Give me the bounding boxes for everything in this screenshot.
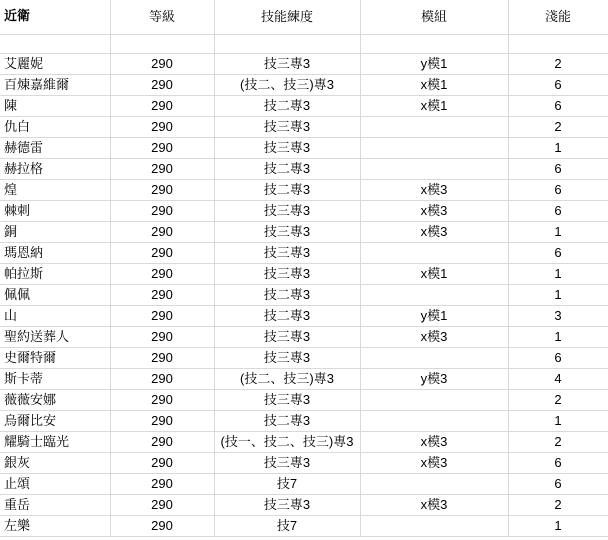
potential-cell[interactable]: 2 (508, 117, 608, 138)
module-cell[interactable] (360, 411, 508, 432)
skill-cell[interactable]: 技三專3 (214, 264, 360, 285)
potential-cell[interactable]: 1 (508, 327, 608, 348)
table-row (0, 390, 608, 411)
skill-cell[interactable]: 技三專3 (214, 243, 360, 264)
skill-cell[interactable]: 技二專3 (214, 411, 360, 432)
potential-cell[interactable]: 3 (508, 306, 608, 327)
level-cell[interactable]: 290 (110, 327, 214, 348)
module-cell[interactable]: x模3 (360, 327, 508, 348)
skill-cell[interactable]: (技一、技二、技三)專3 (214, 432, 360, 453)
module-cell[interactable]: x模1 (360, 96, 508, 117)
operator-name-cell[interactable]: 止頌 (0, 474, 110, 495)
potential-cell[interactable]: 1 (508, 264, 608, 285)
potential-cell[interactable]: 1 (508, 138, 608, 159)
operator-name-cell[interactable]: 聖約送葬人 (0, 327, 110, 348)
level-cell[interactable]: 290 (110, 411, 214, 432)
table-row (0, 474, 608, 495)
operator-name-cell[interactable]: 赫德雷 (0, 138, 110, 159)
operator-name-cell[interactable]: 斯卡蒂 (0, 369, 110, 390)
table-row (0, 327, 608, 348)
skill-cell[interactable]: 技三專3 (214, 390, 360, 411)
level-cell[interactable]: 290 (110, 264, 214, 285)
table-row (0, 180, 608, 201)
table-row (0, 201, 608, 222)
module-cell[interactable]: x模3 (360, 201, 508, 222)
operator-name-cell[interactable]: 百煉嘉維爾 (0, 75, 110, 96)
table-row (0, 159, 608, 180)
table-row (0, 495, 608, 516)
level-cell[interactable]: 290 (110, 96, 214, 117)
skill-cell[interactable]: 技7 (214, 474, 360, 495)
level-cell[interactable]: 290 (110, 138, 214, 159)
potential-cell[interactable]: 6 (508, 243, 608, 264)
skill-cell[interactable]: 技三專3 (214, 453, 360, 474)
sheet-title[interactable]: 近衛 (0, 0, 110, 35)
potential-cell[interactable]: 6 (508, 180, 608, 201)
level-cell[interactable]: 290 (110, 432, 214, 453)
potential-cell[interactable]: 4 (508, 369, 608, 390)
operator-name-cell[interactable]: 銀灰 (0, 453, 110, 474)
potential-cell[interactable]: 6 (508, 453, 608, 474)
module-cell[interactable]: x模1 (360, 264, 508, 285)
header-row (0, 0, 608, 35)
empty-cell[interactable] (360, 35, 508, 54)
operator-name-cell[interactable]: 棘刺 (0, 201, 110, 222)
empty-cell[interactable] (508, 35, 608, 54)
empty-cell[interactable] (214, 35, 360, 54)
module-cell[interactable] (360, 243, 508, 264)
operator-name-cell[interactable]: 史爾特爾 (0, 348, 110, 369)
operator-name-cell[interactable]: 左樂 (0, 516, 110, 537)
skill-cell[interactable]: (技二、技三)專3 (214, 369, 360, 390)
module-cell[interactable]: x模3 (360, 222, 508, 243)
skill-cell[interactable]: 技三專3 (214, 201, 360, 222)
potential-cell[interactable]: 6 (508, 159, 608, 180)
level-cell[interactable]: 290 (110, 285, 214, 306)
module-cell[interactable]: y模1 (360, 306, 508, 327)
potential-cell[interactable]: 2 (508, 432, 608, 453)
table-row (0, 222, 608, 243)
operator-name-cell[interactable]: 赫拉格 (0, 159, 110, 180)
operator-name-cell[interactable]: 佩佩 (0, 285, 110, 306)
level-cell[interactable]: 290 (110, 159, 214, 180)
table-row (0, 243, 608, 264)
module-cell[interactable] (360, 117, 508, 138)
skill-cell[interactable]: 技二專3 (214, 180, 360, 201)
skill-cell[interactable]: 技二專3 (214, 285, 360, 306)
potential-cell[interactable]: 2 (508, 495, 608, 516)
level-cell[interactable]: 290 (110, 306, 214, 327)
module-cell[interactable] (360, 390, 508, 411)
skill-cell[interactable]: 技二專3 (214, 159, 360, 180)
operator-name-cell[interactable]: 耀騎士臨光 (0, 432, 110, 453)
skill-cell[interactable]: 技三專3 (214, 348, 360, 369)
level-cell[interactable]: 290 (110, 390, 214, 411)
table-row (0, 117, 608, 138)
empty-cell[interactable] (110, 35, 214, 54)
table-row (0, 138, 608, 159)
potential-cell[interactable]: 2 (508, 390, 608, 411)
skill-cell[interactable]: (技二、技三)專3 (214, 75, 360, 96)
level-cell[interactable]: 290 (110, 369, 214, 390)
table-row (0, 453, 608, 474)
level-cell[interactable]: 290 (110, 201, 214, 222)
module-cell[interactable] (360, 474, 508, 495)
potential-cell[interactable]: 1 (508, 411, 608, 432)
skill-cell[interactable]: 技三專3 (214, 117, 360, 138)
operator-name-cell[interactable]: 烏爾比安 (0, 411, 110, 432)
skill-cell[interactable]: 技三專3 (214, 222, 360, 243)
level-cell[interactable]: 290 (110, 348, 214, 369)
empty-row (0, 35, 608, 54)
module-cell[interactable] (360, 138, 508, 159)
table-row (0, 432, 608, 453)
table-row (0, 285, 608, 306)
table-row (0, 369, 608, 390)
operator-name-cell[interactable]: 薇薇安娜 (0, 390, 110, 411)
table-row (0, 348, 608, 369)
operator-name-cell[interactable]: 山 (0, 306, 110, 327)
table-row (0, 75, 608, 96)
table-row (0, 96, 608, 117)
module-cell[interactable]: x模3 (360, 495, 508, 516)
potential-cell[interactable]: 6 (508, 96, 608, 117)
table-row (0, 54, 608, 75)
module-cell[interactable]: x模3 (360, 180, 508, 201)
potential-cell[interactable]: 1 (508, 516, 608, 537)
potential-cell[interactable]: 2 (508, 54, 608, 75)
module-cell[interactable]: x模1 (360, 75, 508, 96)
potential-cell[interactable]: 1 (508, 222, 608, 243)
table-row (0, 306, 608, 327)
empty-cell[interactable] (0, 35, 110, 54)
skill-cell[interactable]: 技三專3 (214, 327, 360, 348)
module-cell[interactable]: y模3 (360, 369, 508, 390)
level-cell[interactable]: 290 (110, 474, 214, 495)
operator-name-cell[interactable]: 仇白 (0, 117, 110, 138)
level-cell[interactable]: 290 (110, 222, 214, 243)
skill-cell[interactable]: 技三專3 (214, 138, 360, 159)
skill-cell[interactable]: 技二專3 (214, 306, 360, 327)
potential-cell[interactable]: 6 (508, 75, 608, 96)
operator-name-cell[interactable]: 銅 (0, 222, 110, 243)
operator-name-cell[interactable]: 艾麗妮 (0, 54, 110, 75)
module-cell[interactable] (360, 159, 508, 180)
module-cell[interactable] (360, 285, 508, 306)
module-cell[interactable]: x模3 (360, 432, 508, 453)
potential-cell[interactable]: 1 (508, 285, 608, 306)
header-potential[interactable]: 淺能 (508, 0, 608, 35)
potential-cell[interactable]: 6 (508, 474, 608, 495)
level-cell[interactable]: 290 (110, 495, 214, 516)
module-cell[interactable] (360, 348, 508, 369)
operator-name-cell[interactable]: 帕拉斯 (0, 264, 110, 285)
level-cell[interactable]: 290 (110, 516, 214, 537)
skill-cell[interactable]: 技三專3 (214, 495, 360, 516)
operator-name-cell[interactable]: 瑪恩納 (0, 243, 110, 264)
level-cell[interactable]: 290 (110, 453, 214, 474)
header-level[interactable]: 等級 (110, 0, 214, 35)
table-row (0, 264, 608, 285)
skill-cell[interactable]: 技二專3 (214, 96, 360, 117)
skill-cell[interactable]: 技7 (214, 516, 360, 537)
skill-cell[interactable]: 技三專3 (214, 54, 360, 75)
potential-cell[interactable]: 6 (508, 201, 608, 222)
module-cell[interactable]: y模1 (360, 54, 508, 75)
operator-name-cell[interactable]: 陳 (0, 96, 110, 117)
level-cell[interactable]: 290 (110, 117, 214, 138)
level-cell[interactable]: 290 (110, 180, 214, 201)
operator-name-cell[interactable]: 重岳 (0, 495, 110, 516)
table-row (0, 411, 608, 432)
operator-name-cell[interactable]: 煌 (0, 180, 110, 201)
header-module[interactable]: 模組 (360, 0, 508, 35)
module-cell[interactable] (360, 516, 508, 537)
level-cell[interactable]: 290 (110, 243, 214, 264)
level-cell[interactable]: 290 (110, 75, 214, 96)
potential-cell[interactable]: 6 (508, 348, 608, 369)
header-skill[interactable]: 技能練度 (214, 0, 360, 35)
module-cell[interactable]: x模3 (360, 453, 508, 474)
level-cell[interactable]: 290 (110, 54, 214, 75)
table-row (0, 516, 608, 537)
